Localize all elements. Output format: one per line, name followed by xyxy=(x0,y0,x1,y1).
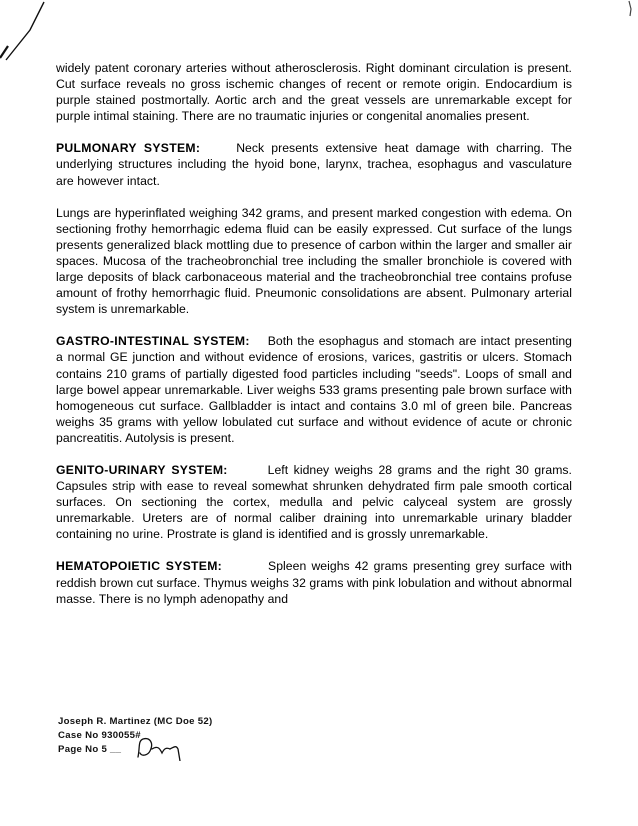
paragraph-lungs xyxy=(56,205,572,318)
paragraph-genito-urinary-system xyxy=(56,462,572,542)
paragraph-hematopoietic-system xyxy=(56,558,572,606)
paragraph-text: Lungs are hyperinflated weighing 342 grams, and present marked congestion with edema. On sectioning frothy hemorrhagic edema fluid can be easily expressed. Cut surface of the lungs presents generalized black mottling due to presence of carbon within the larger and smaller air spaces. Mucosa of the tracheobronchial tree including the smaller bronchiole is covered with large deposits of black carbonaceous material and the tracheobronchial tree contains profuse amount of frothy hemorrhagic fluid. Pneumonic consolidations are absent. Pulmonary arterial system is unremarkable. xyxy=(56,205,572,317)
top-left-scan-line xyxy=(6,2,44,60)
section-heading-gastro-intestinal: GASTRO-INTESTINAL SYSTEM: xyxy=(56,334,250,349)
paragraph-cardiovascular-continuation xyxy=(56,60,572,124)
section-heading-pulmonary: PULMONARY SYSTEM: xyxy=(56,141,201,156)
initials-stroke xyxy=(138,739,180,761)
paragraph-gastro-intestinal-system xyxy=(56,333,572,446)
footer-case-line: Case No 930055# xyxy=(58,730,141,741)
paragraph-text: Both the esophagus and stomach are intact presenting a normal GE junction and without evidence of erosions, varices, gastritis or ulcers. Stomach contains 210 grams of partially digested food particles including "seeds". Loops of small and large bowel appear unremarkable. Liver weighs 533 grams presenting pale brown surface with homogeneous cut surface. Gallbladder is intact and contains 3.0 ml of green bile. Pancreas weighs 35 grams with yellow lobulated cut surface and without evidence of acute or chronic pancreatitis. Autolysis is present. xyxy=(56,334,572,445)
top-right-scan-mark xyxy=(629,1,631,16)
paragraph-text: Neck presents extensive heat damage with charring. The underlying structures including the hyoid bone, larynx, trachea, esophagus and vasculature are however intact. xyxy=(56,141,572,188)
section-heading-hematopoietic: HEMATOPOIETIC SYSTEM: xyxy=(56,559,223,574)
paragraph-text: Spleen weighs 42 grams presenting grey surface with reddish brown cut surface. Thymus weighs 32 grams with pink lobulation and without abnormal masse. There is no lymph adenopathy and xyxy=(56,559,572,606)
handwritten-initials xyxy=(80,727,190,761)
paragraph-pulmonary-system xyxy=(56,140,572,188)
footer-name-line: Joseph R. Martinez (MC Doe 52) xyxy=(58,716,213,727)
section-heading-genito-urinary: GENITO-URINARY SYSTEM: xyxy=(56,462,228,477)
left-edge-scan-mark xyxy=(0,46,8,58)
document-body xyxy=(56,60,572,623)
footer-page-line: Page No 5 __ xyxy=(58,744,122,755)
paragraph-text: Left kidney weighs 28 grams and the right 30 grams. Capsules strip with ease to reveal somewhat shrunken dehydrated firm pale smooth cortical surfaces. On sectioning the cortex, medulla and pelvic calyceal system are grossly unremarkable. Ureters are of normal caliber draining into unremarkable urinary bladder containing no urine. Prostrate is gland is identified and is grossly unremarkable. xyxy=(56,462,572,542)
paragraph-text: widely patent coronary arteries without atherosclerosis. Right dominant circulation is present. Cut surface reveals no gross ischemic changes of recent or remote origin. Endocardium is purple stained postmortally. Aortic arch and the great vessels are unremarkable except for purple intimal staining. There are no traumatic injuries or congenital anomalies present. xyxy=(56,61,572,124)
